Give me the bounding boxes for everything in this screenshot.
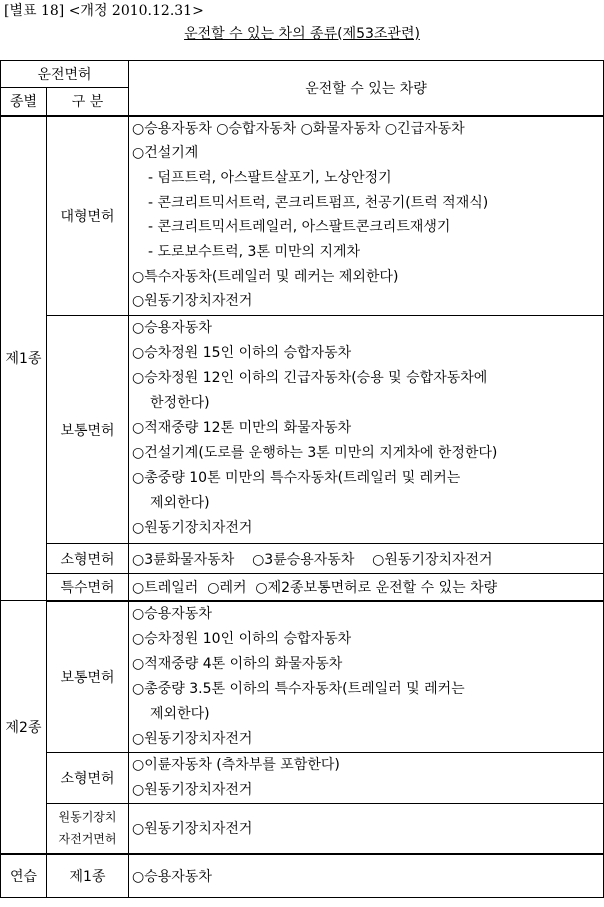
class2-ordinary-vehicles bbox=[129, 601, 604, 753]
class1-large-label: 대형면허 bbox=[47, 116, 129, 316]
vehicle-line: ○총중량 3.5톤 이하의 특수자동차(트레일러 및 레커는 bbox=[132, 680, 465, 697]
vehicle-line: ○원동기장치자전거 bbox=[132, 730, 253, 747]
col-license-header: 운전면허 bbox=[1, 61, 129, 88]
learner-vehicles: ○승용자동차 bbox=[129, 854, 604, 898]
table-row bbox=[1, 601, 604, 753]
vehicle-line: ○승차정원 15인 이하의 승합자동차 bbox=[132, 345, 352, 361]
class2-label: 제2종 bbox=[1, 601, 47, 854]
vehicle-line: 한정한다) bbox=[150, 395, 210, 411]
table-row bbox=[1, 854, 604, 898]
class1-ordinary-vehicles bbox=[129, 316, 604, 544]
class1-ordinary-label: 보통면허 bbox=[47, 316, 129, 544]
moped-label-line: 자전거면허 bbox=[58, 832, 117, 847]
vehicle-line: ○적재중량 4톤 이하의 화물자동차 bbox=[132, 655, 343, 672]
table-row bbox=[1, 316, 604, 544]
class1-small-vehicles: ○3륜화물자동차 ○3륜승용자동차 ○원동기장치자전거 bbox=[129, 544, 604, 574]
appendix-ref: [별표 18] bbox=[4, 3, 65, 19]
class2-ordinary-label: 보통면허 bbox=[47, 601, 129, 753]
table-row bbox=[1, 753, 604, 804]
class1-label: 제1종 bbox=[1, 116, 47, 601]
class2-small-label: 소형면허 bbox=[47, 753, 129, 804]
vehicle-line: ○승차정원 12인 이하의 긴급자동차(승용 및 승합자동차에 bbox=[132, 370, 488, 386]
vehicle-line: - 도로보수트럭, 3톤 미만의 지게차 bbox=[148, 243, 361, 260]
class1-special-vehicles: ○트레일러 ○레커 ○제2종보통면허로 운전할 수 있는 차량 bbox=[129, 574, 604, 601]
vehicle-line: ○승용자동차 ○승합자동차 ○화물자동차 ○긴급자동차 bbox=[132, 120, 465, 137]
vehicle-line: ○승차정원 10인 이하의 승합자동차 bbox=[132, 630, 352, 647]
table-row bbox=[1, 574, 604, 601]
vehicle-line: ○이륜자동차 (측차부를 포함한다) bbox=[132, 757, 340, 773]
table-row bbox=[1, 804, 604, 854]
class1-special-label: 특수면허 bbox=[47, 574, 129, 601]
learner-category: 제1종 bbox=[47, 854, 129, 898]
document-title: 운전할 수 있는 차의 종류(제53조관련) bbox=[184, 26, 420, 42]
vehicle-line: ○승용자동차 bbox=[132, 320, 212, 336]
vehicle-line: 제외한다) bbox=[150, 705, 210, 722]
table-header-row bbox=[1, 61, 604, 88]
class2-small-vehicles bbox=[129, 753, 604, 804]
vehicle-line: ○특수자동차(트레일러 및 레커는 제외한다) bbox=[132, 268, 399, 285]
vehicle-line: - 콘크리트믹서트럭, 콘크리트펌프, 천공기(트럭 적재식) bbox=[148, 194, 489, 211]
col-type-header: 종별 bbox=[1, 88, 47, 116]
class2-moped-label bbox=[47, 804, 129, 854]
moped-label-line: 원동기장치 bbox=[58, 810, 117, 825]
table-row bbox=[1, 544, 604, 574]
class1-large-vehicles bbox=[129, 116, 604, 316]
class2-moped-vehicles: ○원동기장치자전거 bbox=[129, 804, 604, 854]
vehicle-line: - 콘크리트믹서트레일러, 아스팔트콘크리트재생기 bbox=[148, 219, 451, 236]
table-row bbox=[1, 116, 604, 316]
col-category-header: 구 분 bbox=[47, 88, 129, 116]
col-vehicles-header: 운전할 수 있는 차량 bbox=[129, 61, 604, 116]
vehicle-line: ○원동기장치자전거 bbox=[132, 293, 253, 310]
license-vehicle-table bbox=[0, 60, 604, 898]
document-header bbox=[4, 0, 204, 22]
learner-label: 연습 bbox=[1, 854, 47, 898]
vehicle-line: 제외한다) bbox=[150, 495, 210, 511]
vehicle-line: ○승용자동차 bbox=[132, 605, 212, 622]
vehicle-line: ○건설기계(도로를 운행하는 3톤 미만의 지게차에 한정한다) bbox=[132, 445, 498, 461]
vehicle-line: ○원동기장치자전거 bbox=[132, 782, 253, 798]
vehicle-line: ○총중량 10톤 미만의 특수자동차(트레일러 및 레커는 bbox=[132, 470, 461, 486]
vehicle-line: ○적재중량 12톤 미만의 화물자동차 bbox=[132, 420, 352, 436]
revision-date: <개정 2010.12.31> bbox=[68, 3, 204, 19]
vehicle-line: ○원동기장치자전거 bbox=[132, 520, 253, 536]
class1-small-label: 소형면허 bbox=[47, 544, 129, 574]
vehicle-line: - 덤프트럭, 아스팔트살포기, 노상안정기 bbox=[148, 169, 392, 186]
vehicle-line: ○건설기계 bbox=[132, 145, 199, 162]
